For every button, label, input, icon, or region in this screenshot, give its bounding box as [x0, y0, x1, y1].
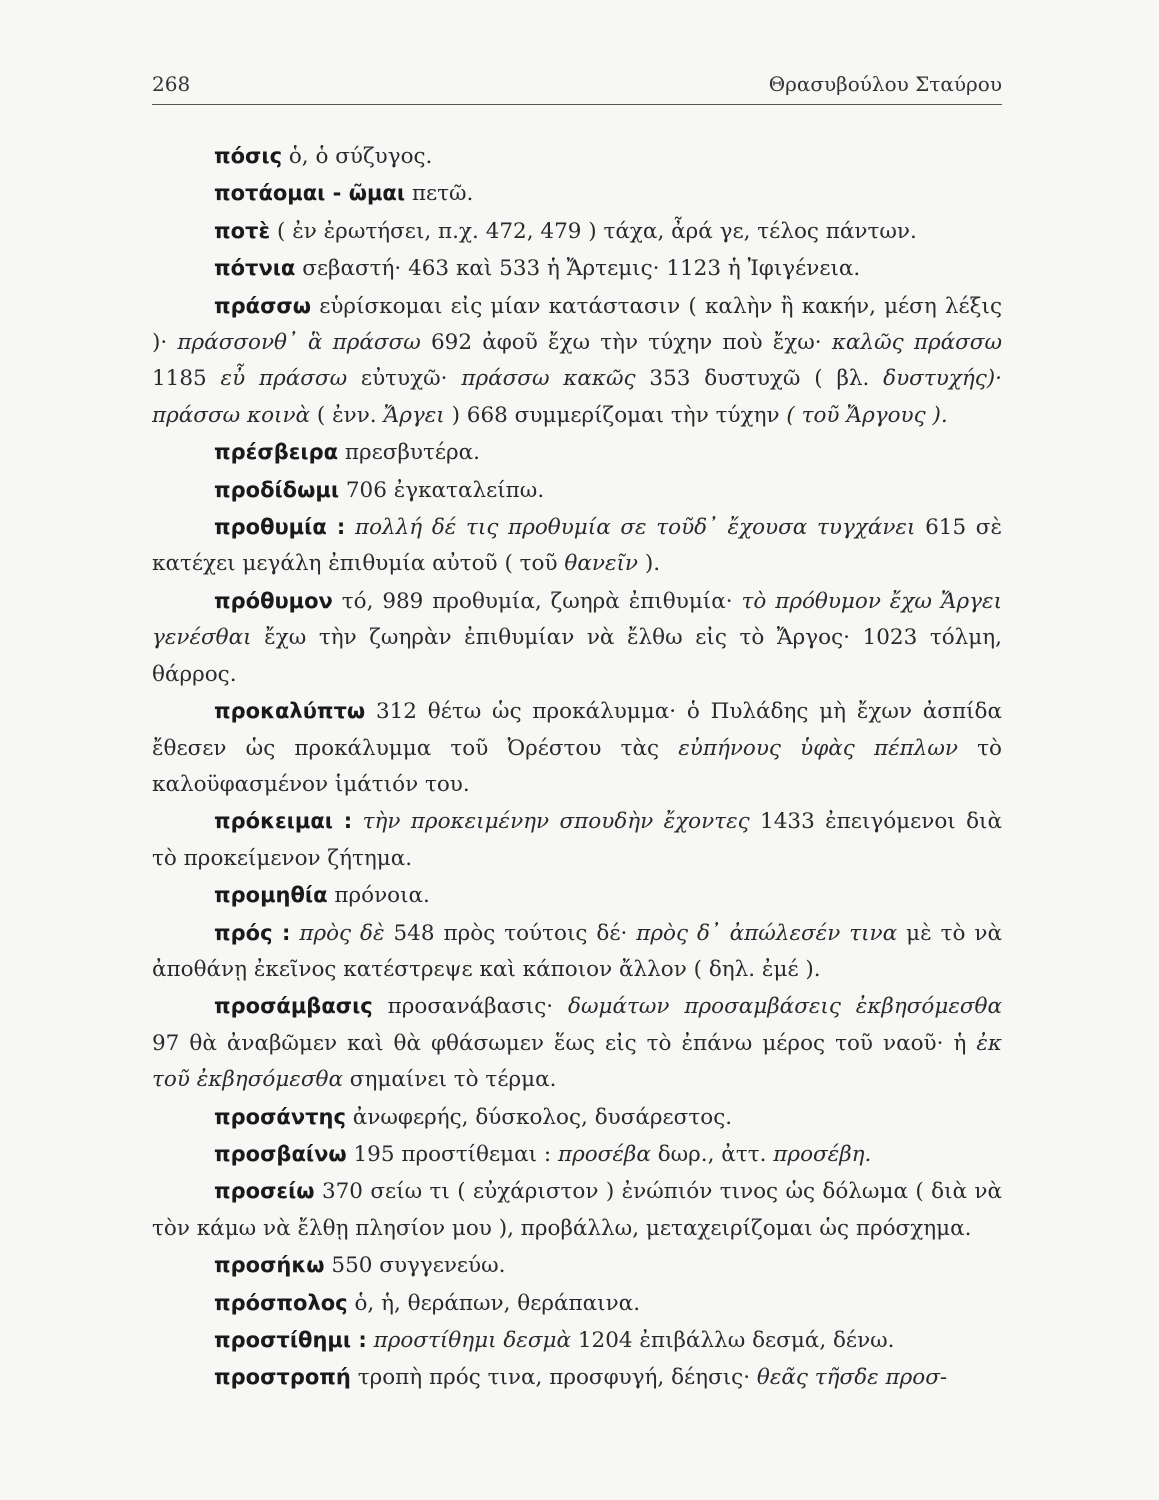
- glossary-entry: [152, 1285, 1002, 1322]
- entry-citation: τὴν προκειμένην σπουδὴν ἔχοντες: [362, 809, 750, 835]
- running-head: Θρασυβούλου Σταύρου: [768, 72, 1002, 96]
- entry-citation: τὸ πρόθυμον ἔχω Ἄργει γενέσθαι: [152, 588, 1003, 651]
- entry-definition: 550 συγγενεύω.: [324, 1253, 506, 1279]
- entry-citation: θεᾶς τῆσδε προσ-: [756, 1365, 948, 1391]
- entry-definition: ( ἐνν.: [310, 402, 384, 428]
- entry-definition: ὁ, ἡ, θεράπων, θεράπαινα.: [347, 1290, 641, 1316]
- entry-headword: πρόσπολος: [214, 1290, 348, 1315]
- glossary-entry: [152, 1173, 1002, 1247]
- entry-definition: ἔχω τὴν ζωηρὰν ἐπιθυμίαν νὰ ἔλθω εἰς τὸ Ἄργος· 1023 τόλμη, θάρρος.: [152, 625, 1002, 687]
- entry-citation: εὖ πράσσω: [220, 366, 348, 392]
- page-number: 268: [152, 72, 191, 96]
- entry-headword: προστροπή: [214, 1365, 351, 1390]
- glossary-entry: [152, 988, 1002, 1098]
- entry-headword: προθυμία :: [214, 515, 346, 540]
- entry-definition: 353 δυστυχῶ ( βλ.: [635, 366, 884, 392]
- entry-definition: τροπὴ πρός τινα, προσφυγή, δέησις·: [350, 1365, 757, 1391]
- entry-definition: σημαίνει τὸ τέρμα.: [342, 1067, 557, 1093]
- entry-definition: 706 ἐγκαταλείπω.: [339, 477, 545, 503]
- entry-definition: τό, 989 προθυμία, ζωηρὰ ἐπιθυμία·: [332, 588, 742, 614]
- entry-headword: προσβαίνω: [214, 1141, 347, 1166]
- entry-citation: πράσσονθ᾽ ἃ πράσσω: [177, 330, 421, 356]
- entry-definition: ἀνωφερής, δύσκολος, δυσάρεστος.: [345, 1104, 733, 1130]
- entry-citation: δυστυχής)· πράσσω κοινὰ: [152, 366, 1002, 428]
- page-header: [152, 70, 1002, 105]
- entry-definition: εὐτυχῶ·: [347, 366, 462, 392]
- entry-definition: 1433 ἐπειγόμενοι διὰ τὸ προκείμενον ζήτημα.: [152, 809, 1002, 871]
- glossary-entry: [152, 213, 1002, 250]
- entry-headword: πότνια: [214, 256, 296, 281]
- entry-definition: σεβαστή· 463 καὶ 533 ἡ Ἄρτεμις· 1123 ἡ Ἰφιγένεια.: [295, 256, 861, 282]
- entry-headword: πόσις: [214, 144, 283, 168]
- entry-definition: [345, 515, 355, 540]
- entry-definition: 692 ἀφοῦ ἔχω τὴν τύχην ποὺ ἔχω·: [420, 330, 832, 356]
- glossary-entry: [152, 138, 1002, 175]
- entry-definition: 97 θὰ ἀναβῶμεν καὶ θὰ φθάσωμεν ἕως εἰς τὸ ἐπάνω μέρος τοῦ ναοῦ· ἡ: [152, 1030, 977, 1056]
- entry-headword: προμηθία: [214, 883, 328, 908]
- entry-definition: 312 θέτω ὡς προκάλυμμα· ὁ Πυλάδης μὴ ἔχων ἀσπίδα ἔθεσεν ὡς προκάλυμμα τοῦ Ὀρέστου τὰς: [152, 699, 1002, 761]
- glossary-entry: [152, 877, 1002, 914]
- entry-definition: 548 πρὸς τούτοις δέ·: [384, 920, 637, 946]
- glossary-entry: [152, 1359, 1002, 1396]
- entry-definition: πρόνοια.: [327, 883, 430, 909]
- glossary-entry: [152, 1322, 1002, 1359]
- entry-citation: θανεῖν: [564, 551, 638, 577]
- glossary-entry: [152, 1099, 1002, 1136]
- entry-definition: 370 σείω τι ( εὐχάριστον ) ἐνώπιόν τινος ὡς δόλωμα ( διὰ νὰ τὸν κάμω νὰ ἔλθῃ πλησίον μου ), προβάλλω, μεταχειρίζομαι ὡς πρόσχημα.: [152, 1179, 1002, 1241]
- entry-headword: πράσσω: [214, 293, 312, 318]
- entry-definition: [352, 809, 362, 834]
- entry-definition: πετῶ.: [405, 181, 474, 207]
- entry-definition: δωρ., ἀττ.: [650, 1141, 774, 1167]
- entry-definition: 195 προστίθεμαι :: [346, 1141, 558, 1167]
- entry-definition: ) 668 συμμερίζομαι τὴν τύχην: [444, 402, 787, 428]
- entry-citation: προστίθημι δεσμὰ: [373, 1328, 572, 1353]
- entry-definition: 1185: [152, 366, 221, 392]
- entry-definition: [367, 1328, 374, 1353]
- glossary-entry: [152, 693, 1002, 803]
- entry-citation: ἐκ τοῦ ἐκβησόμεσθα: [152, 1030, 1002, 1093]
- entry-citation: ( τοῦ Ἄργους ).: [786, 402, 948, 428]
- glossary-entry: [152, 1247, 1002, 1284]
- glossary-entry: [152, 803, 1002, 877]
- entry-headword: προσήκω: [214, 1253, 325, 1278]
- glossary-entry: [152, 583, 1002, 693]
- entry-definition: ὁ, ὁ σύζυγος.: [282, 144, 433, 169]
- glossary-entry: [152, 288, 1002, 435]
- entry-headword: προσείω: [214, 1179, 315, 1204]
- glossary-entry: [152, 509, 1002, 583]
- entry-citation: πρὸς δ᾽ ἀπώλεσέν τινα: [636, 920, 898, 946]
- glossary-entry: [152, 1136, 1002, 1173]
- entry-definition: [290, 921, 299, 946]
- entry-definition: προσανάβασις·: [372, 994, 568, 1020]
- entry-citation: προσέβα: [557, 1141, 651, 1167]
- entry-definition: μὲ τὸ νὰ ἀποθάνῃ ἐκεῖνος κατέστρεψε καὶ κάποιον ἄλλον ( δηλ. ἐμέ ).: [152, 920, 1002, 982]
- entry-definition: τὸ καλοϋφασμένον ἱμάτιόν του.: [152, 735, 1002, 797]
- entry-definition: ).: [637, 551, 661, 577]
- entry-headword: πρέσβειρα: [214, 440, 339, 465]
- entry-citation: εὐπήνους ὑφὰς πέπλων: [678, 735, 958, 761]
- entry-definition: 1204 ἐπιβάλλω δεσμά, δένω.: [571, 1328, 895, 1353]
- entry-citation: πρὸς δὲ: [299, 920, 385, 946]
- entry-citation: δωμάτων προσαμβάσεις ἐκβησόμεσθα: [568, 994, 1002, 1020]
- glossary-entry: [152, 175, 1002, 212]
- entry-headword: προδίδωμι: [214, 477, 339, 502]
- entry-definition: εὑρίσκομαι εἰς μίαν κατάστασιν ( καλὴν ἢ κακήν, μέση λέξις )·: [152, 293, 1002, 356]
- entry-headword: προσάντης: [214, 1104, 346, 1129]
- entry-headword: πρόθυμον: [214, 588, 333, 613]
- entry-headword: προστίθημι :: [214, 1328, 367, 1352]
- entry-citation: καλῶς πράσσω: [831, 330, 1002, 356]
- glossary-entry: [152, 915, 1002, 989]
- entry-citation: Ἄργει: [383, 402, 445, 428]
- entry-definition: ( ἐν ἐρωτήσει, π.χ. 472, 479 ) τάχα, ἆρά γε, τέλος πάντων.: [270, 218, 917, 244]
- glossary-body: [152, 138, 1002, 1397]
- entry-headword: πρός :: [214, 920, 291, 945]
- glossary-entry: [152, 434, 1002, 471]
- glossary-entry: [152, 472, 1002, 509]
- entry-headword: προκαλύπτω: [214, 699, 366, 724]
- entry-citation: προσέβη.: [773, 1141, 872, 1167]
- entry-headword: ποτάομαι - ῶμαι: [214, 181, 406, 206]
- entry-citation: πολλή δέ τις προθυμία σε τοῦδ᾽ ἔχουσα τυγχάνει: [354, 515, 916, 541]
- entry-definition: πρεσβυτέρα.: [338, 440, 481, 466]
- entry-headword: προσάμβασις: [214, 994, 373, 1019]
- entry-headword: ποτὲ: [214, 218, 271, 243]
- glossary-entry: [152, 250, 1002, 287]
- entry-citation: πράσσω κακῶς: [461, 366, 636, 392]
- entry-definition: 615 σὲ κατέχει μεγάλη ἐπιθυμία αὐτοῦ ( τοῦ: [152, 515, 1003, 577]
- entry-headword: πρόκειμαι :: [214, 809, 353, 834]
